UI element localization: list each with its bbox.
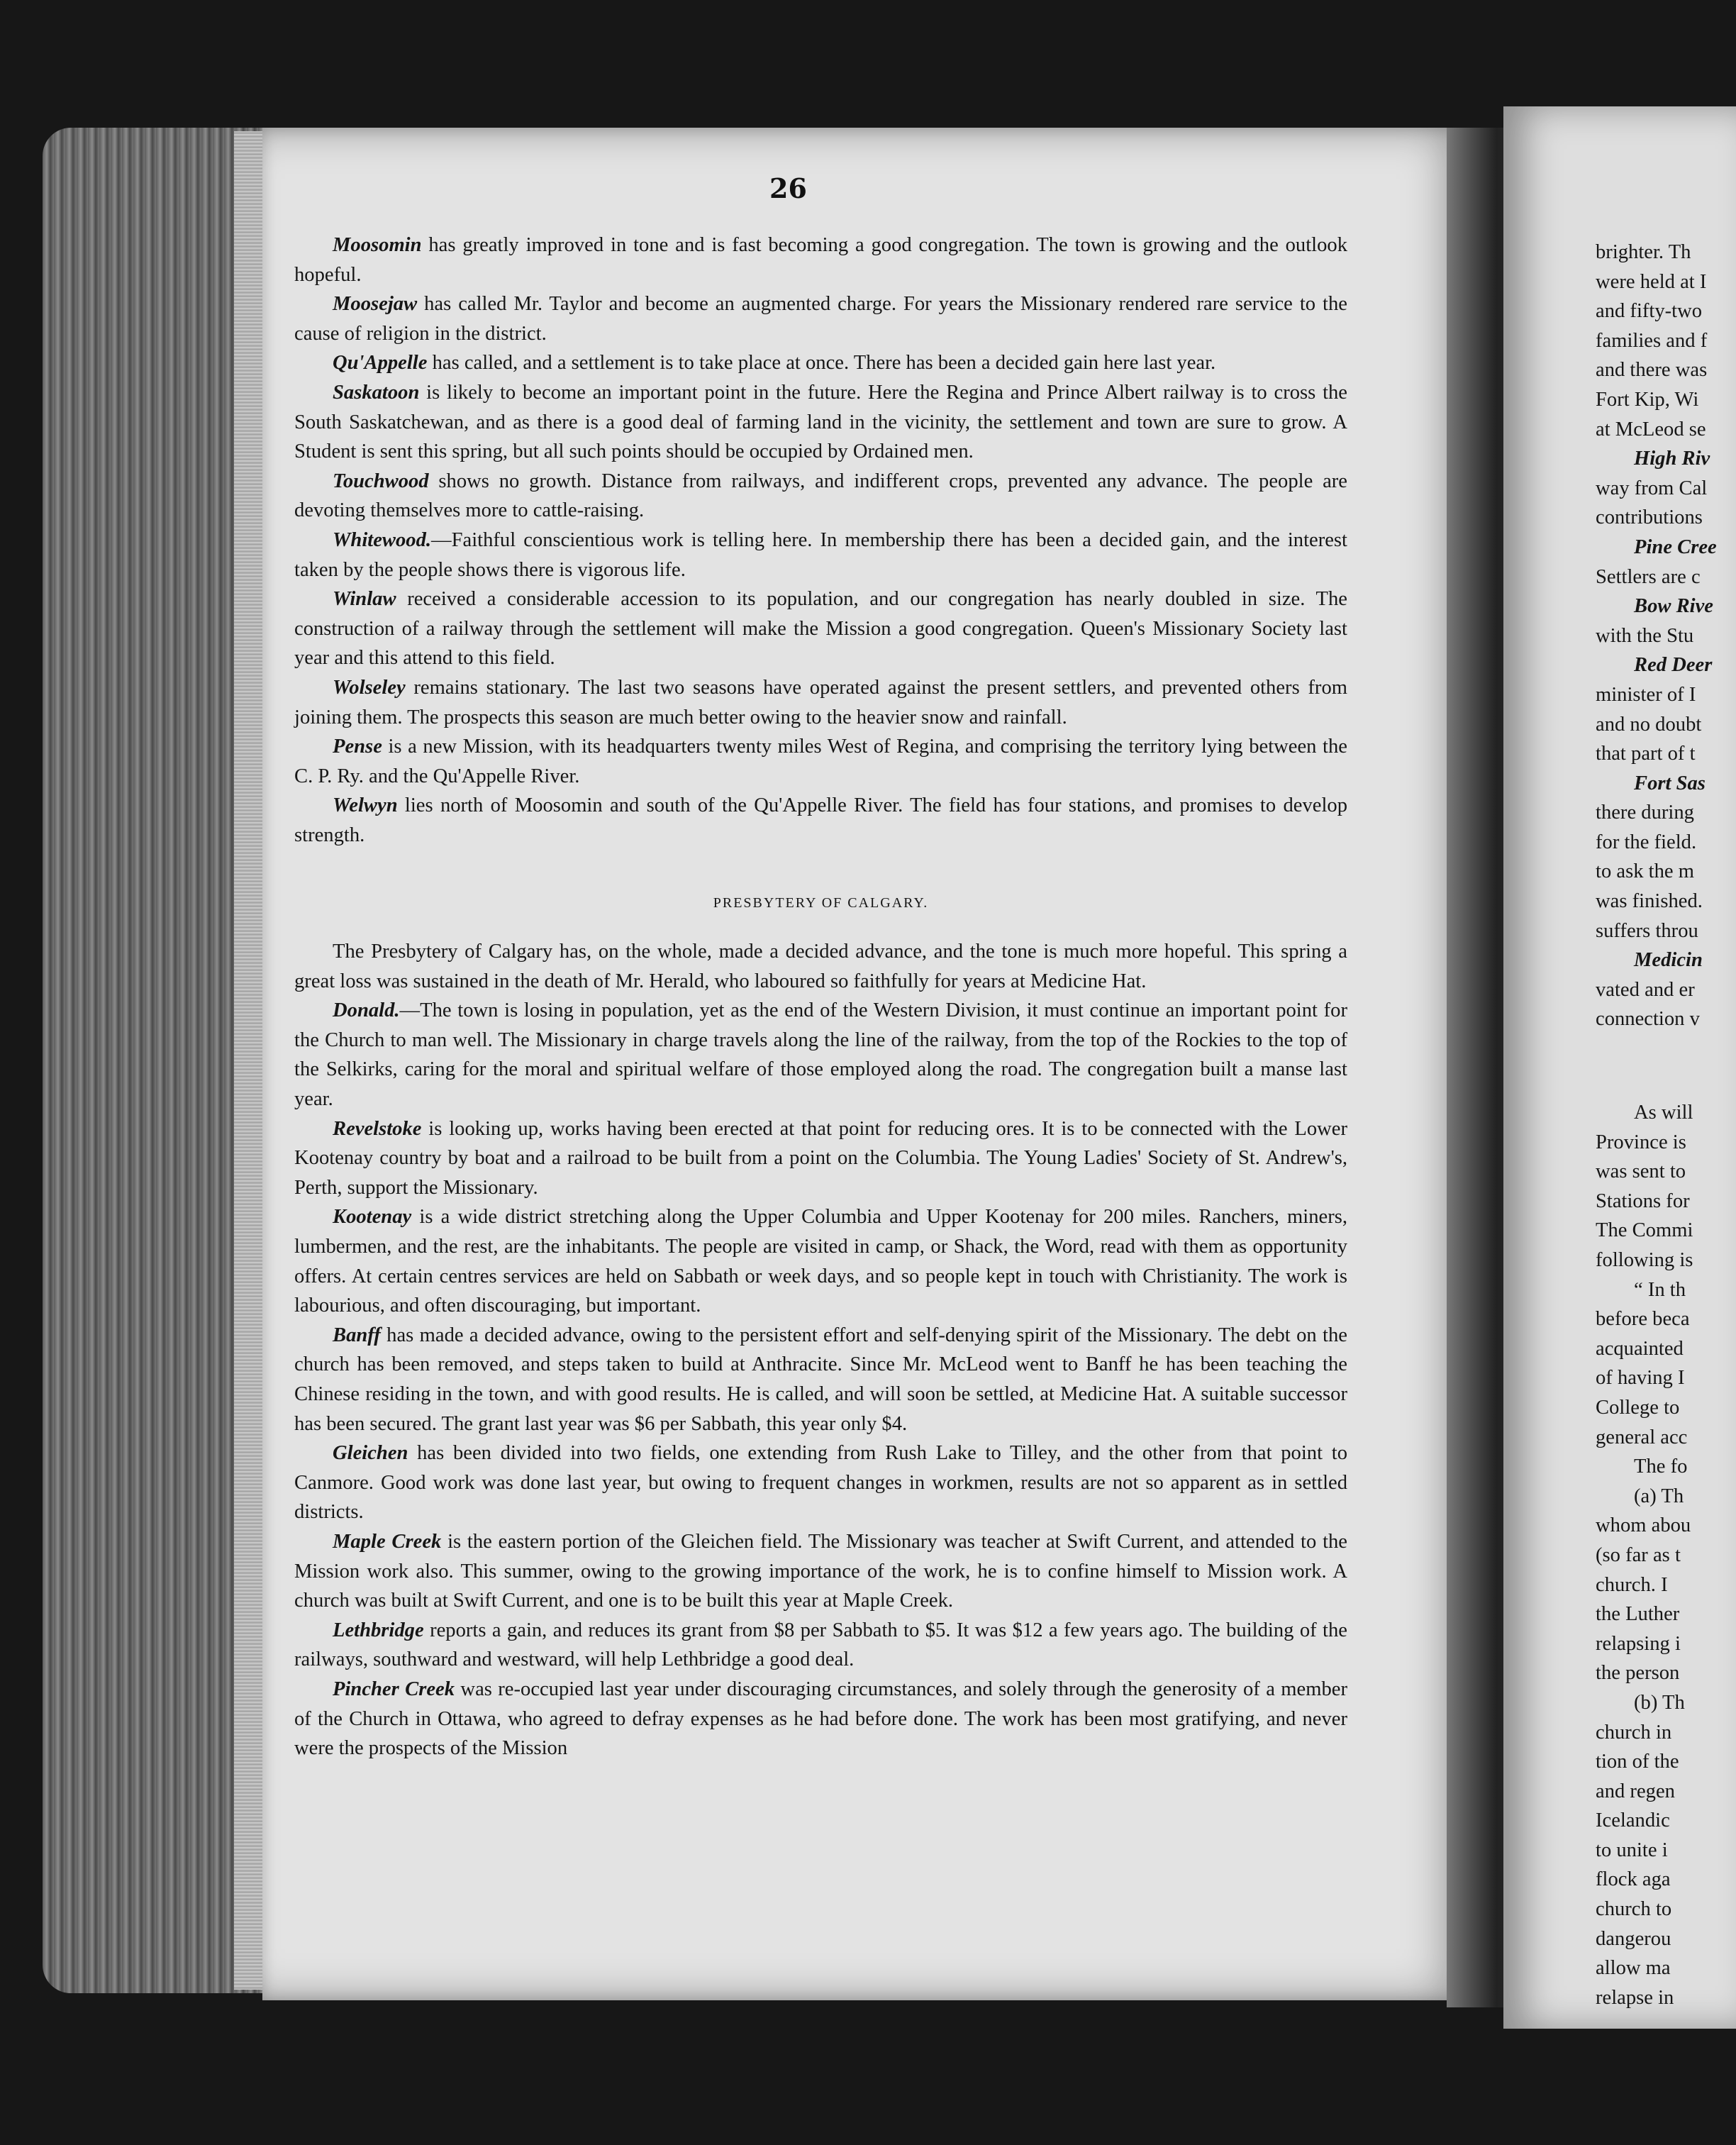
right-page-line: Medicin <box>1634 949 1703 972</box>
paragraph <box>294 791 1347 850</box>
right-page-line: (so far as t <box>1596 1543 1681 1566</box>
right-page-line: The fo <box>1634 1456 1688 1478</box>
paragraph <box>294 673 1347 732</box>
right-page-line: was finished. <box>1596 890 1703 913</box>
paragraph-text: remains stationary. The last two seasons have operated against the present settlers, and prevented others from joining them. The prospects this season are much better owing to the heavier snow and rainfall. <box>294 676 1347 728</box>
paragraph-lead: Winlaw <box>333 588 396 611</box>
paragraph <box>294 467 1347 526</box>
paragraph-lead: Pincher Creek <box>333 1678 455 1700</box>
paragraph-text: has been divided into two fields, one extending from Rush Lake to Tilley, and the other from that point to Canmore. Good work was done last year, but owing to frequent changes in workmen, results are not so apparent as in settled districts. <box>294 1442 1347 1524</box>
right-page-line: the person <box>1596 1662 1680 1685</box>
right-page-line: Province is <box>1596 1131 1686 1153</box>
right-page-line: dangerou <box>1596 1927 1671 1950</box>
section-calgary <box>294 937 1347 1763</box>
right-page-column <box>1596 238 1736 2012</box>
right-page-line: the Luther <box>1596 1603 1680 1626</box>
paragraph-text: received a considerable accession to its population, and our congregation has nearly doubled in size. The construction of a railway through the settlement will make the Mission a good congregation. Queen's Missionary Society last year and this attend to this field. <box>294 588 1347 670</box>
paragraph <box>294 937 1347 996</box>
paragraph-text: reports a gain, and reduces its grant from $8 per Sabbath to $5. It was $12 a few years ago. The building of the railways, southward and westward, will help Lethbridge a good deal. <box>294 1619 1347 1671</box>
paragraph-lead: Maple Creek <box>333 1530 442 1553</box>
right-page-line: and no doubt <box>1596 713 1702 736</box>
right-page-line: general acc <box>1596 1426 1688 1448</box>
right-page-line: and regen <box>1596 1780 1675 1802</box>
right-page-line: of having I <box>1596 1367 1685 1390</box>
right-page-line: vated and er <box>1596 978 1695 1001</box>
right-page-line: High Riv <box>1634 448 1710 470</box>
right-page-line: (a) Th <box>1634 1485 1684 1507</box>
section-heading: PRESBYTERY OF CALGARY. <box>713 895 929 911</box>
right-page-line: Fort Sas <box>1634 772 1706 794</box>
right-page-line: contributions <box>1596 506 1703 529</box>
right-page-line: Bow Rive <box>1634 595 1713 618</box>
paragraph-text: has made a decided advance, owing to the persistent effort and self-denying spirit of the Missionary. The debt on the church has been removed, and steps taken to build at Anthracite. Since Mr. McLeod went to Banff he has been teaching the Chinese residing in the town, and with good results. He is called, and will soon be settled, at Medicine Hat. A suitable successor has been secured. The grant last year was $6 per Sabbath, this year only $4. <box>294 1324 1347 1435</box>
paragraph <box>294 348 1347 378</box>
paragraph <box>294 1439 1347 1527</box>
right-page-line: tion of the <box>1596 1751 1679 1773</box>
right-page-line: whom abou <box>1596 1514 1691 1537</box>
right-page-line: flock aga <box>1596 1868 1671 1891</box>
right-page-line: relapsing i <box>1596 1632 1681 1655</box>
paragraph-text: is a new Mission, with its headquarters twenty miles West of Regina, and comprising the territory lying between the C. P. Ry. and the Qu'Appelle River. <box>294 736 1347 787</box>
page-body <box>294 231 1347 1763</box>
right-page-line: The Commi <box>1596 1219 1693 1242</box>
paragraph-lead: Pense <box>333 736 382 758</box>
paragraph-lead: Donald. <box>333 999 400 1022</box>
paragraph-text: is likely to become an important point in the future. Here the Regina and Prince Albert railway is to cross the South Saskatchewan, and as there is a good deal of farming land in the vicinity, the settlement and town are sure to grow. A Student is sent this spring, but all such points should be occupied by Ordained men. <box>294 381 1347 463</box>
right-page-line: with the Stu <box>1596 624 1694 647</box>
paragraph-text: has greatly improved in tone and is fast becoming a good congregation. The town is growing and the outlook hopeful. <box>294 234 1347 286</box>
right-page-line: minister of I <box>1596 683 1696 706</box>
paragraph-text: —Faithful conscientious work is telling here. In membership there has been a decided gain, and the interest taken by the people shows there is vigorous life. <box>294 528 1347 581</box>
paragraph-lead: Lethbridge <box>333 1619 424 1641</box>
right-page-line: families and f <box>1596 329 1708 352</box>
paragraph <box>294 289 1347 348</box>
right-page-line: relapse in <box>1596 1986 1674 2009</box>
paragraph-lead: Moosomin <box>333 234 422 256</box>
paragraph-lead: Touchwood <box>333 470 429 492</box>
paragraph-text: The Presbytery of Calgary has, on the whole, made a decided advance, and the tone is much more hopeful. This spring a great loss was sustained in the death of Mr. Herald, who laboured so faithfully for years at Medicine Hat. <box>294 941 1347 992</box>
paragraph <box>294 1202 1347 1320</box>
paragraph-text: shows no growth. Distance from railways, and indifferent crops, prevented any advance. The people are devoting themselves more to cattle-raising. <box>294 470 1347 522</box>
paragraph-lead: Banff <box>333 1324 381 1346</box>
paragraph <box>294 1675 1347 1763</box>
paragraph-lead: Whitewood. <box>333 528 432 551</box>
right-page-line: connection v <box>1596 1008 1700 1031</box>
right-page-line: “ In th <box>1634 1278 1686 1301</box>
paragraph-lead: Welwyn <box>333 794 398 817</box>
paragraph-lead: Qu'Appelle <box>333 352 428 375</box>
paragraph <box>294 378 1347 467</box>
right-page-line <box>1596 1034 1736 1098</box>
right-page-line: church in <box>1596 1721 1672 1744</box>
right-page-line: before beca <box>1596 1308 1690 1331</box>
right-page-line: Fort Kip, Wi <box>1596 388 1699 411</box>
paragraph <box>294 526 1347 584</box>
right-page-line: allow ma <box>1596 1957 1671 1980</box>
right-page-line: Red Deer <box>1634 654 1713 677</box>
right-page-line: Icelandic <box>1596 1809 1670 1832</box>
paragraph-text: is a wide district stretching along the Upper Columbia and Upper Kootenay for 200 miles. Ranchers, miners, lumbermen, and the rest, are the inhabitants. The people are visited in camp, or Shack, the Word, read with them as opportunity offers. At certain centres services are held on Sabbath or week days, and so people kept in touch with Christianity. The work is labourious, and often discouraging, but important. <box>294 1206 1347 1317</box>
right-page-line: church to <box>1596 1898 1672 1921</box>
right-page-line: and fifty-two <box>1596 300 1703 323</box>
right-page-line: at McLeod se <box>1596 418 1706 440</box>
right-page-line: acquainted <box>1596 1337 1684 1360</box>
paragraph-text: lies north of Moosomin and south of the Qu'Appelle River. The field has four stations, and promises to develop strength. <box>294 794 1347 846</box>
right-page-line: brighter. Th <box>1596 241 1691 263</box>
right-page-line: College to <box>1596 1396 1680 1419</box>
right-page-line: (b) Th <box>1634 1691 1685 1714</box>
paragraph <box>294 584 1347 673</box>
paragraph <box>294 1114 1347 1203</box>
right-page-line: was sent to <box>1596 1160 1686 1183</box>
paragraph-text: has called Mr. Taylor and become an augmented charge. For years the Missionary rendered rare service to the cause of religion in the district. <box>294 293 1347 345</box>
section-assiniboia <box>294 231 1347 850</box>
right-page-line: and there was <box>1596 359 1708 382</box>
right-page-line: following is <box>1596 1249 1693 1271</box>
right-page-line: suffers throu <box>1596 919 1698 942</box>
paragraph-lead: Revelstoke <box>333 1117 422 1140</box>
right-page-line: there during <box>1596 802 1694 824</box>
right-page-line: Pine Cree <box>1634 536 1717 558</box>
paragraph-lead: Wolseley <box>333 676 406 699</box>
paragraph-lead: Saskatoon <box>333 381 420 404</box>
right-page-line: were held at I <box>1596 270 1707 293</box>
paragraph <box>294 1321 1347 1439</box>
paragraph-lead: Moosejaw <box>333 293 418 316</box>
paragraph <box>294 1616 1347 1675</box>
right-page-line: As will <box>1634 1102 1693 1124</box>
page-number: 26 <box>769 172 807 204</box>
right-page-line: to ask the m <box>1596 860 1694 883</box>
right-page-line: that part of t <box>1596 743 1696 765</box>
paragraph-lead: Gleichen <box>333 1442 408 1465</box>
paragraph <box>294 1527 1347 1616</box>
right-page-line: way from Cal <box>1596 477 1708 499</box>
paragraph-text: —The town is losing in population, yet as the end of the Western Division, it must continue an important point for the Church to man well. The Missionary in charge travels along the line of the railway, from the top of the Rockies to the top of the Selkirks, caring for the moral and spiritual welfare of those employed along the road. The congregation built a manse last year. <box>294 999 1347 1111</box>
paragraph-text: was re-occupied last year under discouraging circumstances, and solely through the generosity of a member of the Church in Ottawa, who agreed to defray expenses as he had before done. The work has been most gratifying, and never were the prospects of the Mission <box>294 1678 1347 1760</box>
right-page-line: church. I <box>1596 1573 1668 1596</box>
right-page-line: to unite i <box>1596 1839 1668 1861</box>
right-page-line: Settlers are c <box>1596 565 1701 588</box>
paragraph-text: is looking up, works having been erected at that point for reducing ores. It is to be connected with the Lower Kootenay country by boat and a railroad to be built from a point on the Columbia. The Young Ladies' Society of St. Andrew's, Perth, support the Missionary. <box>294 1117 1347 1199</box>
paragraph-text: has called, and a settlement is to take place at once. There has been a decided gain here last year. <box>427 352 1216 375</box>
paragraph-text: is the eastern portion of the Gleichen field. The Missionary was teacher at Swift Current, and attended to the Mission work also. This summer, owing to the growing importance of the work, he is to confine himself to Mission work. A church was built at Swift Current, and one is to be built this year at Maple Creek. <box>294 1530 1347 1612</box>
paragraph-lead: Kootenay <box>333 1206 412 1229</box>
right-page-line: Stations for <box>1596 1190 1690 1212</box>
right-page-line: for the field. <box>1596 831 1697 853</box>
paragraph <box>294 996 1347 1114</box>
paragraph <box>294 231 1347 289</box>
paragraph <box>294 732 1347 791</box>
